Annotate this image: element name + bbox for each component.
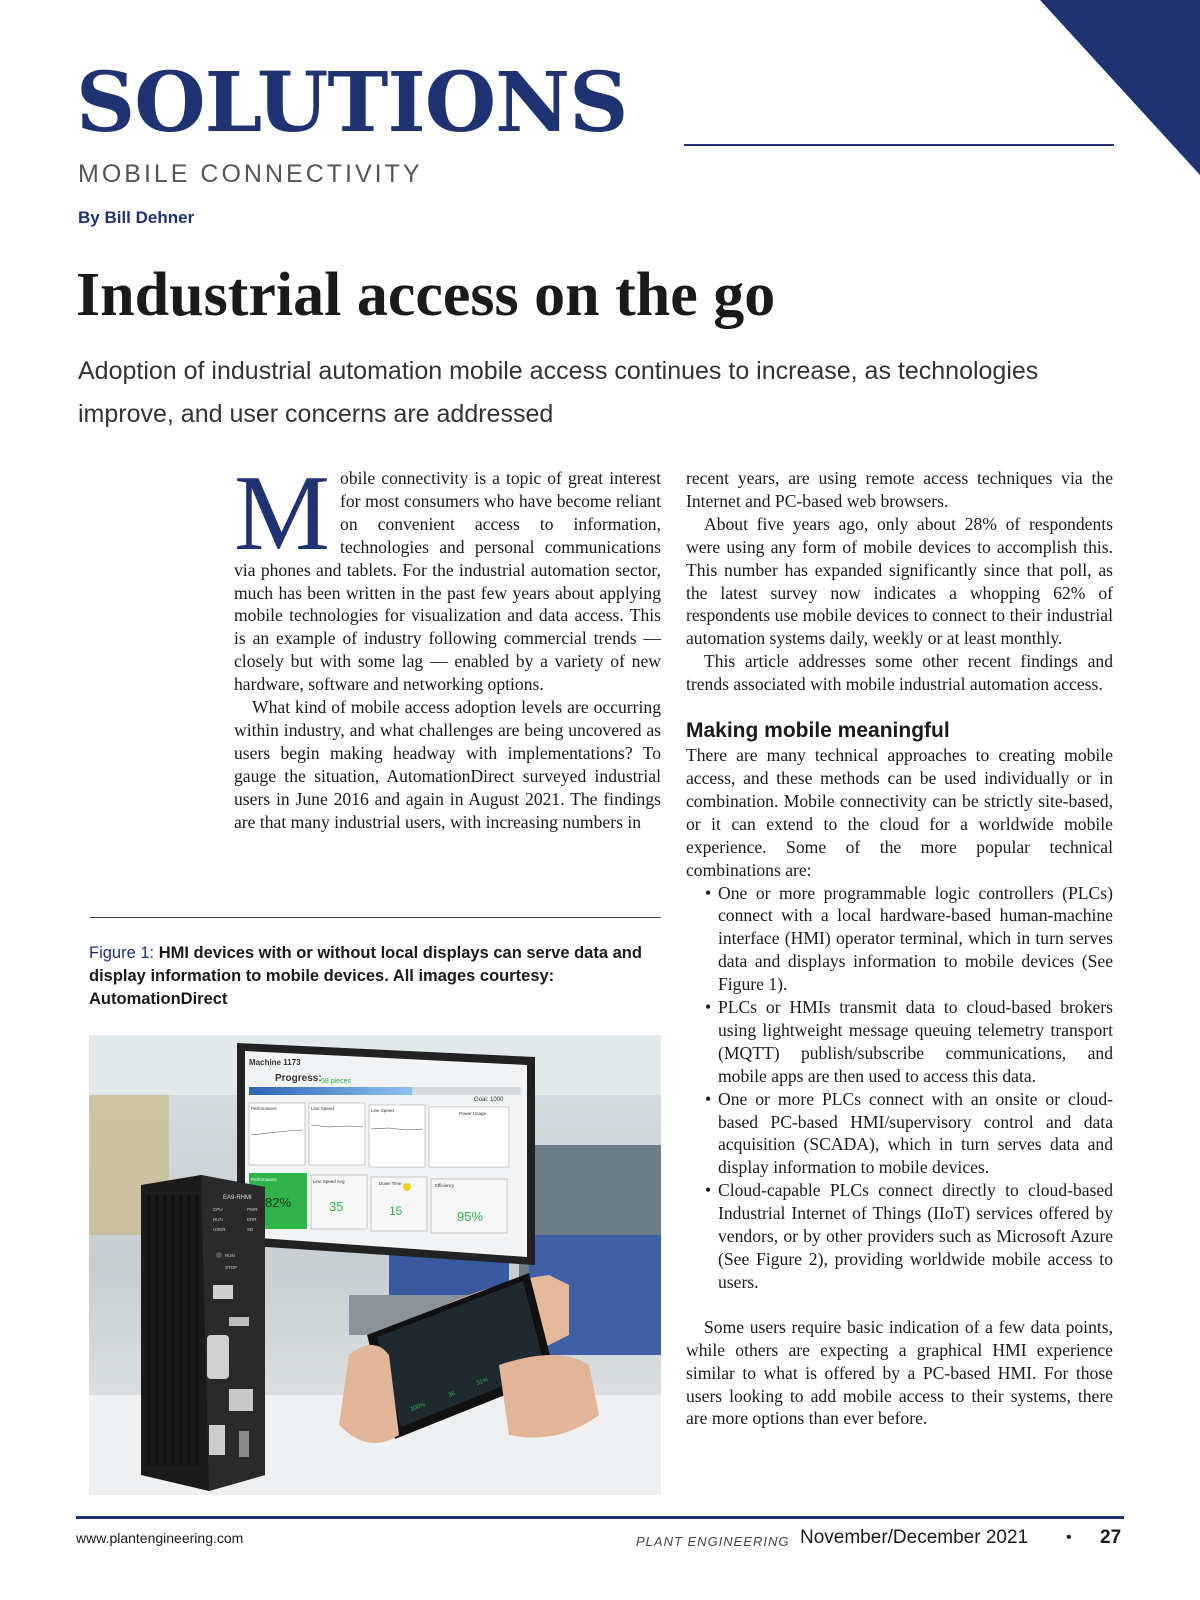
screen-goal: Goal: 1000	[474, 1097, 504, 1103]
screen-kpi-value: 95%	[457, 1209, 484, 1224]
footer-url[interactable]: www.plantengineering.com	[76, 1530, 244, 1546]
bullet-list	[686, 882, 1113, 1294]
device-led-label: USER	[213, 1227, 226, 1232]
phone-value: 31%	[475, 1377, 489, 1387]
hmi-device	[141, 1175, 265, 1491]
phone-value: 100%	[409, 1401, 427, 1413]
device-led-label: PWR	[247, 1207, 258, 1212]
article-column-1	[234, 454, 661, 834]
device-model: EA9-RHMI	[223, 1195, 252, 1201]
screen-chart-label: Line Speed	[371, 1108, 394, 1113]
footer-separator: •	[1066, 1529, 1072, 1546]
screen-kpi-value: 82%	[265, 1195, 292, 1210]
device-led-label: RUN	[225, 1253, 235, 1258]
bullet-item: • One or more programmable logic controllers (PLCs) connect with a local hardware-based human-machine interface (HMI) operator terminal, which in turn serves data and displays information to mobile devices (See Figure 1).	[718, 882, 1113, 997]
screen-chart-label: Performance	[251, 1106, 277, 1111]
phone-value: 36	[447, 1390, 456, 1399]
paragraph-1: Mobile connectivity is a topic of great interest for most consumers who have become reliant on convenient access to information, technologies and personal communications via phones and tablets. For the industrial automation sector, much has been written in the past few years about applying mobile technologies for visualization and data access. This is an example of industry following commercial trends — closely but with some lag — enabled by a variety of new hardware, software and networking options.	[234, 454, 661, 695]
paragraph-2: What kind of mobile access adoption levels are occurring within industry, and what challenges are being uncovered as users begin making headway with implementations? To gauge the situation, AutomationDirect surveyed industrial users in June 2016 and again in August 2021. The findings are that many industrial users, with increasing numbers in	[234, 697, 661, 832]
section-subtitle: MOBILE CONNECTIVITY	[78, 160, 423, 188]
hdmi-port	[239, 1431, 249, 1457]
drop-cap: M	[234, 454, 331, 573]
screen-machine-label: Machine 1173	[249, 1058, 301, 1067]
figure-caption-text: HMI devices with or without local displays can serve data and display information to mobile devices. All images courtesy: AutomationDirect	[89, 944, 642, 1008]
footer-publication: PLANT ENGINEERING	[636, 1534, 790, 1549]
corner-triangle-decoration	[1020, 0, 1200, 175]
screen-progress-value: 58 pieces	[321, 1078, 351, 1085]
screen-chart-label: Line Speed	[311, 1106, 334, 1111]
device-led-label: SD	[247, 1227, 254, 1232]
screen-kpi-value: 15	[389, 1204, 403, 1218]
hmi-monitor	[237, 1043, 535, 1265]
paragraph-3: recent years, are using remote access techniques via the Internet and PC-based web browsers.	[686, 468, 1113, 511]
figure-label: Figure 1:	[89, 944, 155, 962]
status-indicator	[403, 1183, 411, 1191]
serial-port	[207, 1335, 229, 1379]
article-column-2	[686, 467, 1113, 1430]
paragraph-7: Some users require basic indication of a few data points, while others are expecting a graphical HMI experience similar to what is offered by a PC-based HMI. For those users looking to add mobile access to their systems, there are more options than ever before.	[686, 1316, 1113, 1429]
byline: By Bill Dehner	[78, 208, 195, 227]
screen-progress-label: Progress:	[275, 1073, 322, 1084]
ethernet-port	[229, 1389, 253, 1411]
screen-kpi-label: Efficiency	[435, 1183, 455, 1188]
section-title: SOLUTIONS	[76, 55, 628, 151]
figure-1-photo	[89, 1035, 661, 1495]
screen-kpi-label: Down Time	[379, 1181, 402, 1186]
screen-chart-label: Power Usage	[459, 1111, 487, 1116]
footer-date: November/December 2021	[800, 1527, 1029, 1548]
bullet-item: • One or more PLCs connect with an onsite or cloud-based PC-based HMI/supervisory control and data acquisition (SCADA), which in turn serves data and display information to mobile devices.	[718, 1088, 1113, 1180]
headline: Industrial access on the go	[76, 261, 776, 329]
paragraph-5: This article addresses some other recent findings and trends associated with mobile industrial automation access.	[686, 651, 1113, 695]
device-led-label: CPU	[213, 1207, 223, 1212]
bullet-item: • Cloud-capable PLCs connect directly to cloud-based Industrial Internet of Things (IIoT) services offered by vendors, or by other providers such as Microsoft Azure (See Figure 2), providing worldwide mobile access to users.	[718, 1179, 1113, 1294]
subhead: Making mobile meaningful	[686, 719, 950, 743]
terminal-block	[209, 1425, 225, 1455]
paragraph-6: There are many technical approaches to creating mobile access, and these methods can be used individually or in combination. Mobile connectivity can be strictly site-based, or it can extend to the cloud for a worldwide mobile experience. Some of the more popular technical combinations are:	[686, 745, 1113, 880]
figure-caption	[89, 942, 661, 1011]
paragraph-4: About five years ago, only about 28% of respondents were using any form of mobile devices to accomplish this. This number has expanded significantly since that poll, as the latest survey now indicates a whopping 62% of respondents use mobile devices to connect to their industrial automation systems daily, weekly or at least monthly.	[686, 513, 1113, 649]
bullet-item: • PLCs or HMIs transmit data to cloud-based brokers using lightweight message queuing telemetry transport (MQTT) publish/subscribe communications, and mobile apps are then used to access this data.	[718, 996, 1113, 1088]
page-number: 27	[1100, 1527, 1122, 1548]
deck: Adoption of industrial automation mobile access continues to increase, as technologies improve, and user concerns are addressed	[78, 357, 1039, 428]
title-rule	[684, 144, 1114, 146]
device-led-label: RUN	[213, 1217, 223, 1222]
screen-progress-bar	[249, 1087, 412, 1095]
device-led-label: STOP	[225, 1265, 238, 1270]
screen-kpi-label: Performance	[251, 1177, 277, 1182]
figure-rule	[90, 917, 661, 918]
device-led-label: ERR	[247, 1217, 257, 1222]
screen-kpi-label: Line Speed Avg	[313, 1179, 345, 1184]
screen-kpi-value: 35	[329, 1199, 344, 1214]
footer-rule	[76, 1516, 1124, 1519]
